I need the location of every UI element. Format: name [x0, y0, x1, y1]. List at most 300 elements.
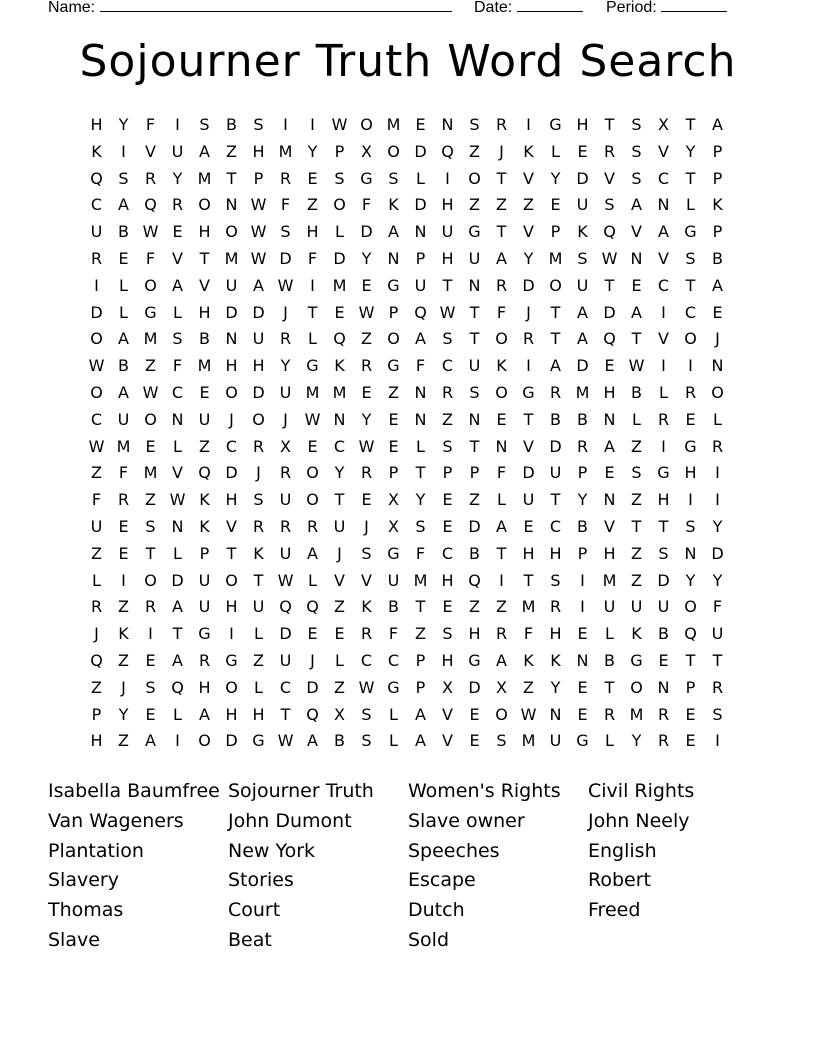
- grid-letter[interactable]: I: [688, 356, 693, 376]
- grid-letter[interactable]: D: [225, 463, 238, 483]
- grid-letter[interactable]: W: [169, 490, 186, 510]
- grid-letter[interactable]: Q: [279, 597, 292, 617]
- grid-letter[interactable]: H: [90, 115, 103, 134]
- grid-letter[interactable]: M: [575, 382, 590, 402]
- grid-letter[interactable]: N: [630, 248, 643, 268]
- grid-letter[interactable]: S: [388, 168, 399, 188]
- grid-letter[interactable]: S: [361, 704, 372, 724]
- grid-letter[interactable]: Q: [306, 597, 319, 617]
- grid-letter[interactable]: L: [686, 195, 695, 215]
- grid-letter[interactable]: E: [685, 704, 696, 724]
- grid-letter[interactable]: O: [495, 382, 508, 402]
- grid-letter[interactable]: G: [225, 650, 238, 670]
- grid-letter[interactable]: H: [252, 704, 265, 724]
- grid-letter[interactable]: A: [415, 704, 426, 724]
- grid-letter[interactable]: W: [628, 356, 645, 376]
- grid-letter[interactable]: V: [658, 141, 669, 161]
- grid-letter[interactable]: O: [711, 382, 724, 402]
- grid-letter[interactable]: T: [712, 650, 723, 670]
- grid-letter[interactable]: U: [468, 248, 481, 268]
- grid-letter[interactable]: E: [550, 195, 561, 215]
- grid-letter[interactable]: J: [229, 409, 234, 429]
- grid-letter[interactable]: X: [361, 141, 372, 161]
- grid-letter[interactable]: W: [250, 248, 267, 268]
- grid-letter[interactable]: K: [253, 543, 264, 563]
- grid-letter[interactable]: U: [333, 516, 346, 536]
- grid-letter[interactable]: T: [550, 302, 561, 322]
- grid-letter[interactable]: O: [387, 141, 400, 161]
- grid-letter[interactable]: O: [684, 597, 697, 617]
- grid-letter[interactable]: R: [495, 115, 508, 134]
- grid-letter[interactable]: P: [685, 677, 696, 697]
- grid-letter[interactable]: U: [252, 597, 265, 617]
- grid-letter[interactable]: A: [172, 650, 183, 670]
- grid-letter[interactable]: P: [415, 248, 426, 268]
- grid-letter[interactable]: E: [307, 436, 318, 456]
- grid-letter[interactable]: L: [173, 436, 182, 456]
- grid-letter[interactable]: E: [604, 463, 615, 483]
- grid-letter[interactable]: O: [549, 275, 562, 295]
- grid-letter[interactable]: D: [576, 356, 589, 376]
- grid-letter[interactable]: Q: [144, 195, 157, 215]
- grid-letter[interactable]: W: [304, 409, 321, 429]
- grid-letter[interactable]: K: [577, 222, 588, 242]
- grid-letter[interactable]: R: [522, 329, 535, 349]
- grid-letter[interactable]: R: [711, 436, 724, 456]
- grid-letter[interactable]: S: [145, 516, 156, 536]
- grid-letter[interactable]: E: [685, 409, 696, 429]
- grid-letter[interactable]: N: [225, 195, 238, 215]
- grid-letter[interactable]: G: [306, 356, 319, 376]
- grid-letter[interactable]: Q: [90, 650, 103, 670]
- grid-letter[interactable]: Z: [631, 543, 642, 563]
- grid-letter[interactable]: R: [495, 624, 508, 644]
- grid-letter[interactable]: E: [496, 409, 507, 429]
- grid-letter[interactable]: V: [442, 704, 453, 724]
- grid-letter[interactable]: V: [334, 570, 345, 590]
- grid-letter[interactable]: S: [631, 115, 642, 134]
- grid-letter[interactable]: X: [658, 115, 669, 134]
- grid-letter[interactable]: Y: [361, 409, 372, 429]
- grid-letter[interactable]: L: [335, 222, 344, 242]
- grid-letter[interactable]: E: [199, 382, 210, 402]
- grid-letter[interactable]: V: [145, 141, 156, 161]
- grid-letter[interactable]: K: [388, 195, 399, 215]
- grid-letter[interactable]: I: [121, 570, 126, 590]
- grid-letter[interactable]: G: [252, 731, 265, 751]
- grid-letter[interactable]: G: [387, 677, 400, 697]
- grid-letter[interactable]: G: [387, 543, 400, 563]
- grid-letter[interactable]: C: [333, 436, 346, 456]
- grid-letter[interactable]: M: [629, 704, 644, 724]
- grid-letter[interactable]: E: [523, 516, 534, 536]
- grid-letter[interactable]: I: [661, 302, 666, 322]
- grid-letter[interactable]: R: [90, 248, 103, 268]
- grid-letter[interactable]: J: [283, 302, 288, 322]
- grid-letter[interactable]: Z: [199, 436, 210, 456]
- grid-letter[interactable]: U: [576, 275, 589, 295]
- grid-letter[interactable]: D: [711, 543, 724, 563]
- grid-letter[interactable]: U: [90, 222, 103, 242]
- grid-letter[interactable]: M: [143, 463, 158, 483]
- grid-letter[interactable]: B: [118, 222, 129, 242]
- grid-letter[interactable]: O: [198, 195, 211, 215]
- grid-letter[interactable]: L: [416, 436, 425, 456]
- grid-letter[interactable]: H: [441, 248, 454, 268]
- grid-letter[interactable]: C: [549, 516, 562, 536]
- grid-letter[interactable]: P: [334, 141, 345, 161]
- grid-letter[interactable]: N: [603, 409, 616, 429]
- grid-letter[interactable]: D: [549, 436, 562, 456]
- grid-letter[interactable]: S: [442, 329, 453, 349]
- grid-letter[interactable]: W: [88, 436, 105, 456]
- grid-letter[interactable]: S: [631, 463, 642, 483]
- grid-letter[interactable]: P: [712, 141, 723, 161]
- grid-letter[interactable]: T: [685, 275, 696, 295]
- grid-letter[interactable]: T: [685, 115, 696, 134]
- grid-letter[interactable]: E: [307, 624, 318, 644]
- grid-letter[interactable]: B: [118, 356, 129, 376]
- grid-letter[interactable]: K: [118, 624, 129, 644]
- grid-letter[interactable]: N: [684, 543, 697, 563]
- grid-letter[interactable]: U: [414, 275, 427, 295]
- grid-letter[interactable]: M: [602, 570, 617, 590]
- grid-letter[interactable]: Q: [468, 570, 481, 590]
- grid-letter[interactable]: L: [92, 570, 101, 590]
- grid-letter[interactable]: E: [361, 275, 372, 295]
- grid-letter[interactable]: V: [172, 463, 183, 483]
- grid-letter[interactable]: R: [576, 436, 589, 456]
- grid-letter[interactable]: W: [358, 302, 375, 322]
- grid-letter[interactable]: G: [684, 436, 697, 456]
- grid-letter[interactable]: T: [685, 650, 696, 670]
- grid-letter[interactable]: R: [279, 168, 292, 188]
- grid-letter[interactable]: A: [415, 329, 426, 349]
- grid-letter[interactable]: U: [171, 141, 184, 161]
- grid-letter[interactable]: T: [415, 463, 426, 483]
- grid-letter[interactable]: Y: [577, 490, 588, 510]
- grid-letter[interactable]: E: [604, 356, 615, 376]
- grid-letter[interactable]: M: [197, 168, 212, 188]
- grid-letter[interactable]: R: [360, 356, 373, 376]
- grid-letter[interactable]: I: [121, 141, 126, 161]
- grid-letter[interactable]: M: [305, 382, 320, 402]
- grid-letter[interactable]: V: [523, 222, 534, 242]
- grid-letter[interactable]: O: [144, 409, 157, 429]
- grid-letter[interactable]: G: [657, 463, 670, 483]
- grid-letter[interactable]: Y: [118, 115, 129, 134]
- grid-letter[interactable]: S: [469, 382, 480, 402]
- grid-letter[interactable]: Q: [603, 222, 616, 242]
- grid-letter[interactable]: A: [604, 436, 615, 456]
- grid-letter[interactable]: O: [144, 275, 157, 295]
- grid-letter[interactable]: O: [225, 382, 238, 402]
- grid-letter[interactable]: S: [199, 115, 210, 134]
- grid-letter[interactable]: W: [142, 382, 159, 402]
- grid-letter[interactable]: D: [279, 248, 292, 268]
- grid-letter[interactable]: K: [550, 650, 561, 670]
- grid-letter[interactable]: J: [283, 409, 288, 429]
- grid-letter[interactable]: Y: [712, 516, 723, 536]
- grid-letter[interactable]: F: [388, 624, 399, 644]
- grid-letter[interactable]: Z: [91, 463, 102, 483]
- grid-letter[interactable]: Y: [685, 141, 696, 161]
- grid-letter[interactable]: H: [225, 490, 238, 510]
- grid-letter[interactable]: W: [439, 302, 456, 322]
- grid-letter[interactable]: M: [224, 248, 239, 268]
- grid-letter[interactable]: R: [279, 516, 292, 536]
- grid-letter[interactable]: B: [577, 409, 588, 429]
- grid-letter[interactable]: J: [715, 329, 720, 349]
- grid-letter[interactable]: V: [523, 436, 534, 456]
- grid-letter[interactable]: E: [334, 302, 345, 322]
- grid-letter[interactable]: Z: [145, 356, 156, 376]
- grid-letter[interactable]: D: [252, 382, 265, 402]
- grid-letter[interactable]: T: [631, 329, 642, 349]
- grid-letter[interactable]: L: [497, 490, 506, 510]
- grid-letter[interactable]: Z: [118, 597, 129, 617]
- grid-letter[interactable]: T: [199, 248, 210, 268]
- grid-letter[interactable]: P: [442, 463, 453, 483]
- grid-letter[interactable]: H: [198, 302, 211, 322]
- grid-letter[interactable]: R: [144, 597, 157, 617]
- grid-letter[interactable]: H: [576, 115, 589, 134]
- grid-letter[interactable]: Q: [333, 329, 346, 349]
- grid-letter[interactable]: U: [279, 382, 292, 402]
- grid-letter[interactable]: H: [90, 731, 103, 751]
- name-line[interactable]: [100, 0, 452, 12]
- grid-letter[interactable]: B: [658, 624, 669, 644]
- date-field[interactable]: [474, 0, 583, 17]
- grid-letter[interactable]: L: [335, 650, 344, 670]
- grid-letter[interactable]: E: [469, 704, 480, 724]
- grid-letter[interactable]: S: [469, 115, 480, 134]
- grid-letter[interactable]: O: [225, 570, 238, 590]
- grid-letter[interactable]: K: [631, 624, 642, 644]
- grid-letter[interactable]: S: [631, 168, 642, 188]
- grid-letter[interactable]: T: [469, 436, 480, 456]
- grid-letter[interactable]: E: [685, 731, 696, 751]
- grid-letter[interactable]: D: [576, 168, 589, 188]
- grid-letter[interactable]: U: [657, 597, 670, 617]
- grid-letter[interactable]: E: [577, 677, 588, 697]
- grid-letter[interactable]: T: [550, 329, 561, 349]
- grid-letter[interactable]: A: [118, 329, 129, 349]
- grid-letter[interactable]: F: [280, 195, 291, 215]
- grid-letter[interactable]: F: [91, 490, 102, 510]
- grid-letter[interactable]: D: [225, 302, 238, 322]
- grid-letter[interactable]: A: [577, 329, 588, 349]
- grid-letter[interactable]: Z: [523, 195, 534, 215]
- grid-letter[interactable]: F: [361, 195, 372, 215]
- grid-letter[interactable]: O: [468, 168, 481, 188]
- grid-letter[interactable]: Q: [306, 704, 319, 724]
- grid-letter[interactable]: V: [604, 168, 615, 188]
- grid-letter[interactable]: F: [415, 543, 426, 563]
- grid-letter[interactable]: Z: [334, 597, 345, 617]
- grid-letter[interactable]: N: [657, 677, 670, 697]
- grid-letter[interactable]: Y: [550, 168, 561, 188]
- grid-letter[interactable]: R: [657, 731, 670, 751]
- grid-letter[interactable]: W: [142, 222, 159, 242]
- grid-letter[interactable]: O: [225, 222, 238, 242]
- grid-letter[interactable]: J: [121, 677, 126, 697]
- grid-letter[interactable]: J: [256, 463, 261, 483]
- grid-letter[interactable]: S: [253, 490, 264, 510]
- grid-letter[interactable]: Z: [334, 677, 345, 697]
- grid-letter[interactable]: D: [522, 463, 535, 483]
- grid-letter[interactable]: A: [118, 382, 129, 402]
- grid-letter[interactable]: T: [172, 624, 183, 644]
- grid-letter[interactable]: Z: [631, 570, 642, 590]
- grid-letter[interactable]: R: [198, 650, 211, 670]
- grid-letter[interactable]: V: [658, 248, 669, 268]
- grid-letter[interactable]: K: [361, 597, 372, 617]
- grid-letter[interactable]: G: [468, 650, 481, 670]
- grid-letter[interactable]: Q: [198, 463, 211, 483]
- name-field[interactable]: [48, 0, 452, 17]
- grid-letter[interactable]: B: [199, 329, 210, 349]
- grid-letter[interactable]: G: [387, 275, 400, 295]
- grid-letter[interactable]: O: [90, 329, 103, 349]
- grid-letter[interactable]: B: [226, 115, 237, 134]
- grid-letter[interactable]: S: [604, 195, 615, 215]
- grid-letter[interactable]: G: [468, 222, 481, 242]
- grid-letter[interactable]: S: [577, 248, 588, 268]
- grid-letter[interactable]: C: [90, 195, 103, 215]
- grid-letter[interactable]: Y: [712, 570, 723, 590]
- grid-letter[interactable]: E: [388, 409, 399, 429]
- grid-letter[interactable]: N: [468, 275, 481, 295]
- grid-letter[interactable]: E: [145, 650, 156, 670]
- grid-letter[interactable]: Z: [469, 490, 480, 510]
- grid-letter[interactable]: C: [387, 650, 400, 670]
- grid-letter[interactable]: Z: [307, 195, 318, 215]
- grid-letter[interactable]: K: [334, 356, 345, 376]
- grid-letter[interactable]: A: [577, 302, 588, 322]
- grid-letter[interactable]: P: [550, 222, 561, 242]
- grid-letter[interactable]: E: [415, 115, 426, 134]
- grid-letter[interactable]: V: [442, 731, 453, 751]
- grid-letter[interactable]: U: [252, 329, 265, 349]
- grid-letter[interactable]: T: [226, 168, 237, 188]
- grid-letter[interactable]: S: [145, 677, 156, 697]
- grid-letter[interactable]: D: [225, 731, 238, 751]
- grid-letter[interactable]: F: [523, 624, 534, 644]
- grid-letter[interactable]: W: [277, 731, 294, 751]
- grid-letter[interactable]: N: [549, 704, 562, 724]
- grid-letter[interactable]: H: [306, 222, 319, 242]
- grid-letter[interactable]: L: [173, 543, 182, 563]
- grid-letter[interactable]: K: [523, 141, 534, 161]
- grid-letter[interactable]: I: [661, 436, 666, 456]
- grid-letter[interactable]: U: [387, 570, 400, 590]
- grid-letter[interactable]: A: [199, 141, 210, 161]
- grid-letter[interactable]: H: [252, 141, 265, 161]
- grid-letter[interactable]: V: [226, 516, 237, 536]
- grid-letter[interactable]: T: [334, 490, 345, 510]
- grid-letter[interactable]: Z: [523, 677, 534, 697]
- grid-letter[interactable]: U: [117, 409, 130, 429]
- grid-letter[interactable]: C: [441, 543, 454, 563]
- grid-letter[interactable]: P: [577, 463, 588, 483]
- grid-letter[interactable]: N: [657, 195, 670, 215]
- grid-letter[interactable]: S: [118, 168, 129, 188]
- grid-letter[interactable]: O: [144, 570, 157, 590]
- grid-letter[interactable]: R: [279, 463, 292, 483]
- grid-letter[interactable]: R: [549, 382, 562, 402]
- grid-letter[interactable]: O: [198, 731, 211, 751]
- grid-letter[interactable]: O: [225, 677, 238, 697]
- grid-letter[interactable]: U: [225, 275, 238, 295]
- grid-letter[interactable]: R: [360, 624, 373, 644]
- grid-letter[interactable]: L: [389, 731, 398, 751]
- grid-letter[interactable]: E: [442, 490, 453, 510]
- grid-letter[interactable]: Z: [253, 650, 264, 670]
- grid-letter[interactable]: I: [310, 275, 315, 295]
- grid-letter[interactable]: W: [358, 677, 375, 697]
- grid-letter[interactable]: A: [307, 543, 318, 563]
- grid-letter[interactable]: N: [387, 248, 400, 268]
- grid-letter[interactable]: L: [416, 168, 425, 188]
- grid-letter[interactable]: U: [549, 731, 562, 751]
- grid-letter[interactable]: I: [175, 115, 180, 134]
- grid-letter[interactable]: D: [171, 570, 184, 590]
- grid-letter[interactable]: S: [172, 329, 183, 349]
- grid-letter[interactable]: Z: [388, 382, 399, 402]
- grid-letter[interactable]: U: [441, 222, 454, 242]
- grid-letter[interactable]: G: [576, 731, 589, 751]
- grid-letter[interactable]: S: [361, 731, 372, 751]
- grid-letter[interactable]: N: [495, 436, 508, 456]
- grid-letter[interactable]: G: [144, 302, 157, 322]
- grid-letter[interactable]: E: [388, 436, 399, 456]
- grid-letter[interactable]: K: [712, 195, 723, 215]
- grid-letter[interactable]: E: [307, 168, 318, 188]
- grid-letter[interactable]: I: [661, 356, 666, 376]
- grid-letter[interactable]: A: [631, 302, 642, 322]
- grid-letter[interactable]: H: [603, 382, 616, 402]
- grid-letter[interactable]: V: [523, 168, 534, 188]
- grid-letter[interactable]: G: [522, 382, 535, 402]
- grid-letter[interactable]: K: [91, 141, 102, 161]
- grid-letter[interactable]: F: [172, 356, 183, 376]
- grid-letter[interactable]: H: [225, 356, 238, 376]
- grid-letter[interactable]: J: [364, 516, 369, 536]
- grid-letter[interactable]: I: [283, 115, 288, 134]
- grid-letter[interactable]: C: [225, 436, 238, 456]
- grid-letter[interactable]: S: [658, 543, 669, 563]
- grid-letter[interactable]: P: [388, 463, 399, 483]
- grid-letter[interactable]: E: [577, 624, 588, 644]
- grid-letter[interactable]: P: [577, 543, 588, 563]
- grid-letter[interactable]: N: [225, 329, 238, 349]
- grid-letter[interactable]: T: [604, 677, 615, 697]
- grid-letter[interactable]: U: [279, 650, 292, 670]
- grid-letter[interactable]: E: [172, 222, 183, 242]
- grid-letter[interactable]: R: [279, 329, 292, 349]
- grid-letter[interactable]: M: [521, 731, 536, 751]
- grid-letter[interactable]: J: [337, 543, 342, 563]
- grid-letter[interactable]: N: [414, 382, 427, 402]
- grid-letter[interactable]: Q: [171, 677, 184, 697]
- grid-letter[interactable]: H: [657, 490, 670, 510]
- grid-letter[interactable]: L: [632, 409, 641, 429]
- grid-letter[interactable]: I: [580, 597, 585, 617]
- grid-letter[interactable]: Q: [414, 302, 427, 322]
- grid-letter[interactable]: U: [198, 570, 211, 590]
- grid-letter[interactable]: Z: [361, 329, 372, 349]
